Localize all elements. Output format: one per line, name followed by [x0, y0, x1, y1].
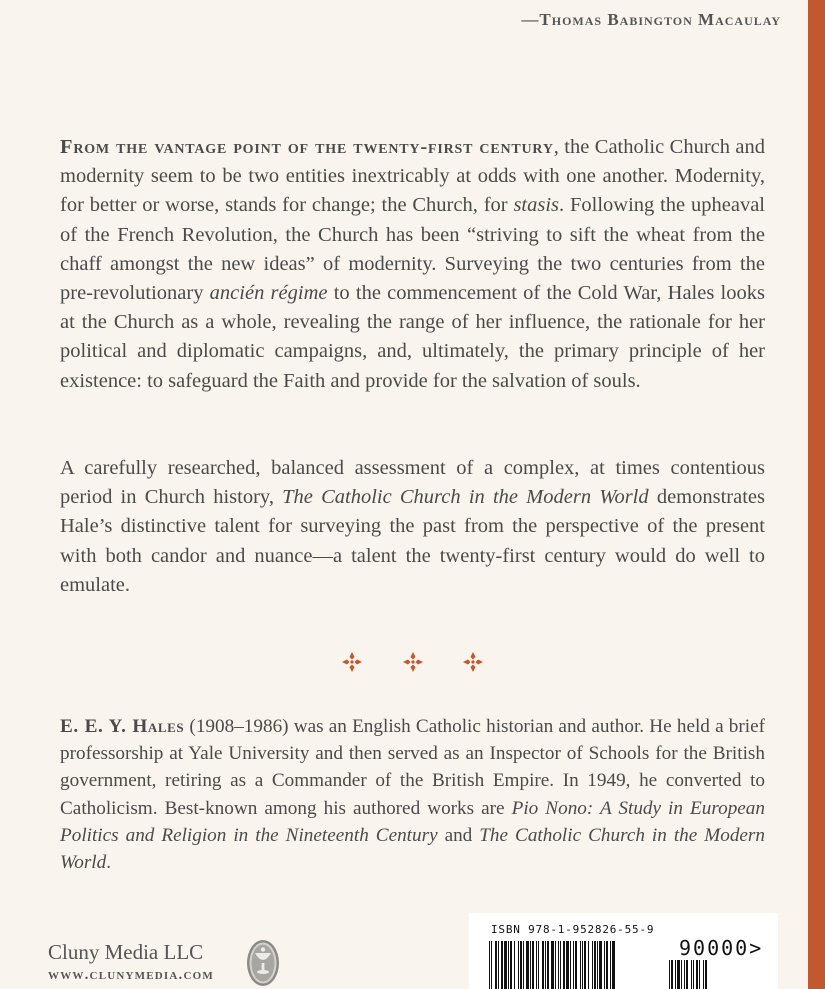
- barcode-bar: [526, 941, 529, 989]
- barcode-bar: [530, 941, 531, 989]
- barcode-bar: [501, 941, 503, 989]
- barcode-bar: [504, 941, 507, 989]
- description-paragraph-2: A carefully researched, balanced assessment of a complex, at times contentious period in Church history, The Catholic Church in the Modern World demonstrates Hale’s distinctive talent for surveying the past from the perspective of the present with both candor and nuance—a talent the twenty-first century would do well to emulate.: [60, 457, 765, 596]
- description-paragraph-1: From the vantage point of the twenty-first century, the Catholic Church and modernity seem to be two entities inextricably at odds with one another. Modernity, for better or worse, stands for change; the Church, for stasis. Following the upheaval of the French Revolution, the Church has been “striving to sift the wheat from the chaff amongst the new ideas” of modernity. Surveying the two centuries from the pre-revolutionary ancién régime to the commencement of the Cold War, Hales looks at the Church as a whole, revealing the range of her influence, the rationale for her political and diplomatic campaigns, and, ultimately, the primary principle of her existence: to safeguard the Faith and provide for the salvation of souls.: [60, 136, 766, 392]
- barcode-bar: [510, 941, 512, 989]
- publisher-name: Cluny Media LLC: [48, 940, 204, 964]
- barcode-bar: [599, 941, 602, 989]
- barcode-bar: [699, 960, 700, 989]
- barcode-bar: [558, 941, 559, 989]
- barcode-bar: [677, 960, 680, 989]
- barcode-bar: [538, 941, 539, 989]
- barcode-bar: [518, 941, 519, 989]
- barcode-bar: [705, 960, 707, 989]
- spine-stripe: [808, 0, 825, 989]
- barcode-bar: [681, 960, 682, 989]
- isbn-barcode-bars: [489, 941, 661, 989]
- barcode-bar: [536, 941, 537, 989]
- barcode-bar: [555, 941, 556, 989]
- work-catholic-church: The Catholic Church in the Modern World: [60, 824, 765, 874]
- price-code: 90000>: [679, 936, 764, 960]
- barcode-bar: [684, 960, 685, 989]
- barcode-bar: [491, 941, 492, 989]
- description-lead: From the vantage point of the twenty-first century: [60, 136, 554, 158]
- barcode-bar: [582, 941, 583, 989]
- barcode-bar: [520, 941, 522, 989]
- cross-ornament-icon: [401, 650, 425, 674]
- barcode-bar: [580, 941, 581, 989]
- barcode-bar: [563, 941, 565, 989]
- barcode-bar: [545, 941, 546, 989]
- barcode-bar: [547, 941, 549, 989]
- barcode-bar: [675, 960, 676, 989]
- barcode-bar: [604, 941, 605, 989]
- barcode-bar: [489, 941, 490, 989]
- barcode-bar: [551, 941, 554, 989]
- barcode-bar: [612, 941, 615, 989]
- barcode-bar: [696, 960, 698, 989]
- barcode-bar: [498, 941, 499, 989]
- isbn-label: ISBN 978-1-952826-55-9: [491, 923, 655, 936]
- barcode-bar: [606, 941, 608, 989]
- ornament-divider: [340, 650, 485, 674]
- barcode-bar: [610, 941, 611, 989]
- barcode-bar: [594, 941, 596, 989]
- barcode-bar: [597, 941, 598, 989]
- barcode-bar: [691, 960, 692, 989]
- author-name: E. E. Y. Hales: [60, 716, 185, 737]
- quote-attribution: —Thomas Babington Macaulay: [521, 10, 781, 29]
- barcode-bar: [508, 941, 509, 989]
- barcode-bar: [542, 941, 544, 989]
- barcode-panel: [469, 913, 778, 989]
- barcode-bar: [592, 941, 593, 989]
- barcode-bar: [575, 941, 577, 989]
- cross-ornament-icon: [340, 650, 364, 674]
- barcode-bar: [573, 941, 574, 989]
- cross-ornament-icon: [461, 650, 485, 674]
- barcode-bar: [588, 941, 589, 989]
- barcode-bar: [686, 960, 688, 989]
- emphasis-ancien-regime: ancién régime: [209, 282, 328, 305]
- barcode-bar: [693, 960, 694, 989]
- barcode-bar: [671, 960, 673, 989]
- barcode-bar: [523, 941, 524, 989]
- work-pio-nono: Pio Nono: A Study in European Politics and Religion in the Nineteenth Century: [60, 797, 765, 846]
- barcode-bar: [703, 960, 704, 989]
- barcode-bar: [584, 941, 586, 989]
- publisher-website: www.clunymedia.com: [48, 967, 214, 983]
- barcode-bar: [532, 941, 534, 989]
- barcode-bar: [514, 941, 515, 989]
- addon-barcode-bars: [669, 960, 739, 989]
- book-title: The Catholic Church in the Modern World: [282, 486, 649, 509]
- barcode-bar: [560, 941, 561, 989]
- author-bio: E. E. Y. Hales (1908–1986) was an English Catholic historian and author. He held a brief professorship at Yale University and then served as an Inspector of Schools for the British government, retiring as a Commander of the British Empire. In 1949, he converted to Catholicism. Best-known among his authored works are Pio Nono: A Study in European Politics and Religion in the Nineteenth Century and The Catholic Church in the Modern World.: [60, 716, 765, 874]
- barcode-bar: [495, 941, 497, 989]
- barcode-bar: [566, 941, 569, 989]
- barcode-bar: [570, 941, 571, 989]
- barcode-bar: [669, 960, 670, 989]
- emphasis-stasis: stasis: [513, 194, 560, 217]
- chalice-emblem-icon: [246, 939, 280, 987]
